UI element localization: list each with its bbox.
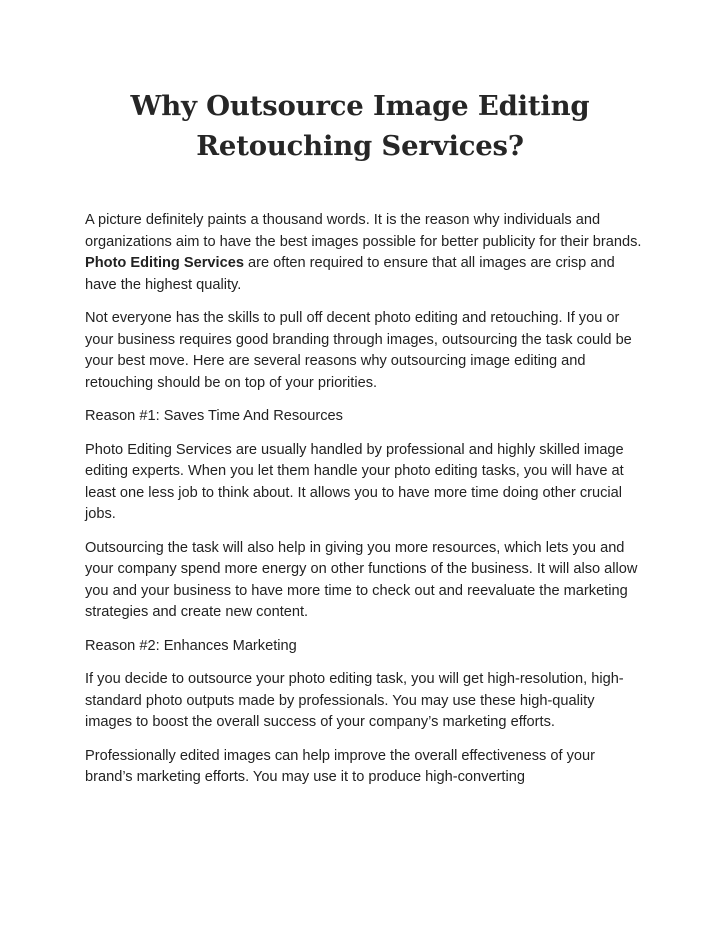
reason-1-heading: Reason #1: Saves Time And Resources (85, 408, 343, 424)
paragraph-high-resolution: If you decide to outsource your photo editing task, you will get high-resolution, high-standard photo outputs made by professionals. You may use these high-quality images to boost the overall success of your company’s marketing efforts. (85, 671, 624, 730)
document-body (85, 210, 645, 801)
page-title (60, 86, 660, 166)
paragraph-intro-text-b: are often required to ensure that all images are crisp and have the highest quality. (85, 255, 615, 293)
title-line-2: Retouching Services? (196, 130, 524, 162)
paragraph-skills: Not everyone has the skills to pull off decent photo editing and retouching. If you or your business requires good branding through images, outsourcing the task could be your best move. Here are several reasons why outsourcing image editing and retouching should be on top of your priorities. (85, 310, 632, 391)
paragraph-experts: Photo Editing Services are usually handled by professional and highly skilled image editing experts. When you let them handle your photo editing tasks, you will have at least one less job to think about. It allows you to have more time doing other crucial jobs. (85, 441, 624, 522)
reason-2-heading: Reason #2: Enhances Marketing (85, 637, 297, 654)
title-line-1: Why Outsource Image Editing (130, 90, 590, 122)
paragraph-intro (85, 210, 645, 296)
paragraph-marketing: Professionally edited images can help improve the overall effectiveness of your brand’s marketing efforts. You may use it to produce high-converting (85, 747, 595, 785)
bold-phrase-photo-editing-services: Photo Editing Services (85, 255, 244, 271)
paragraph-resources: Outsourcing the task will also help in giving you more resources, which lets you and your company spend more energy on other functions of the business. It will also allow you and your business to have more time to check out and reevaluate the marketing strategies and create new content. (85, 539, 638, 620)
paragraph-intro-text-a: A picture definitely paints a thousand words. It is the reason why individuals and organizations aim to have the best images possible for better publicity for their brands. (85, 212, 642, 250)
